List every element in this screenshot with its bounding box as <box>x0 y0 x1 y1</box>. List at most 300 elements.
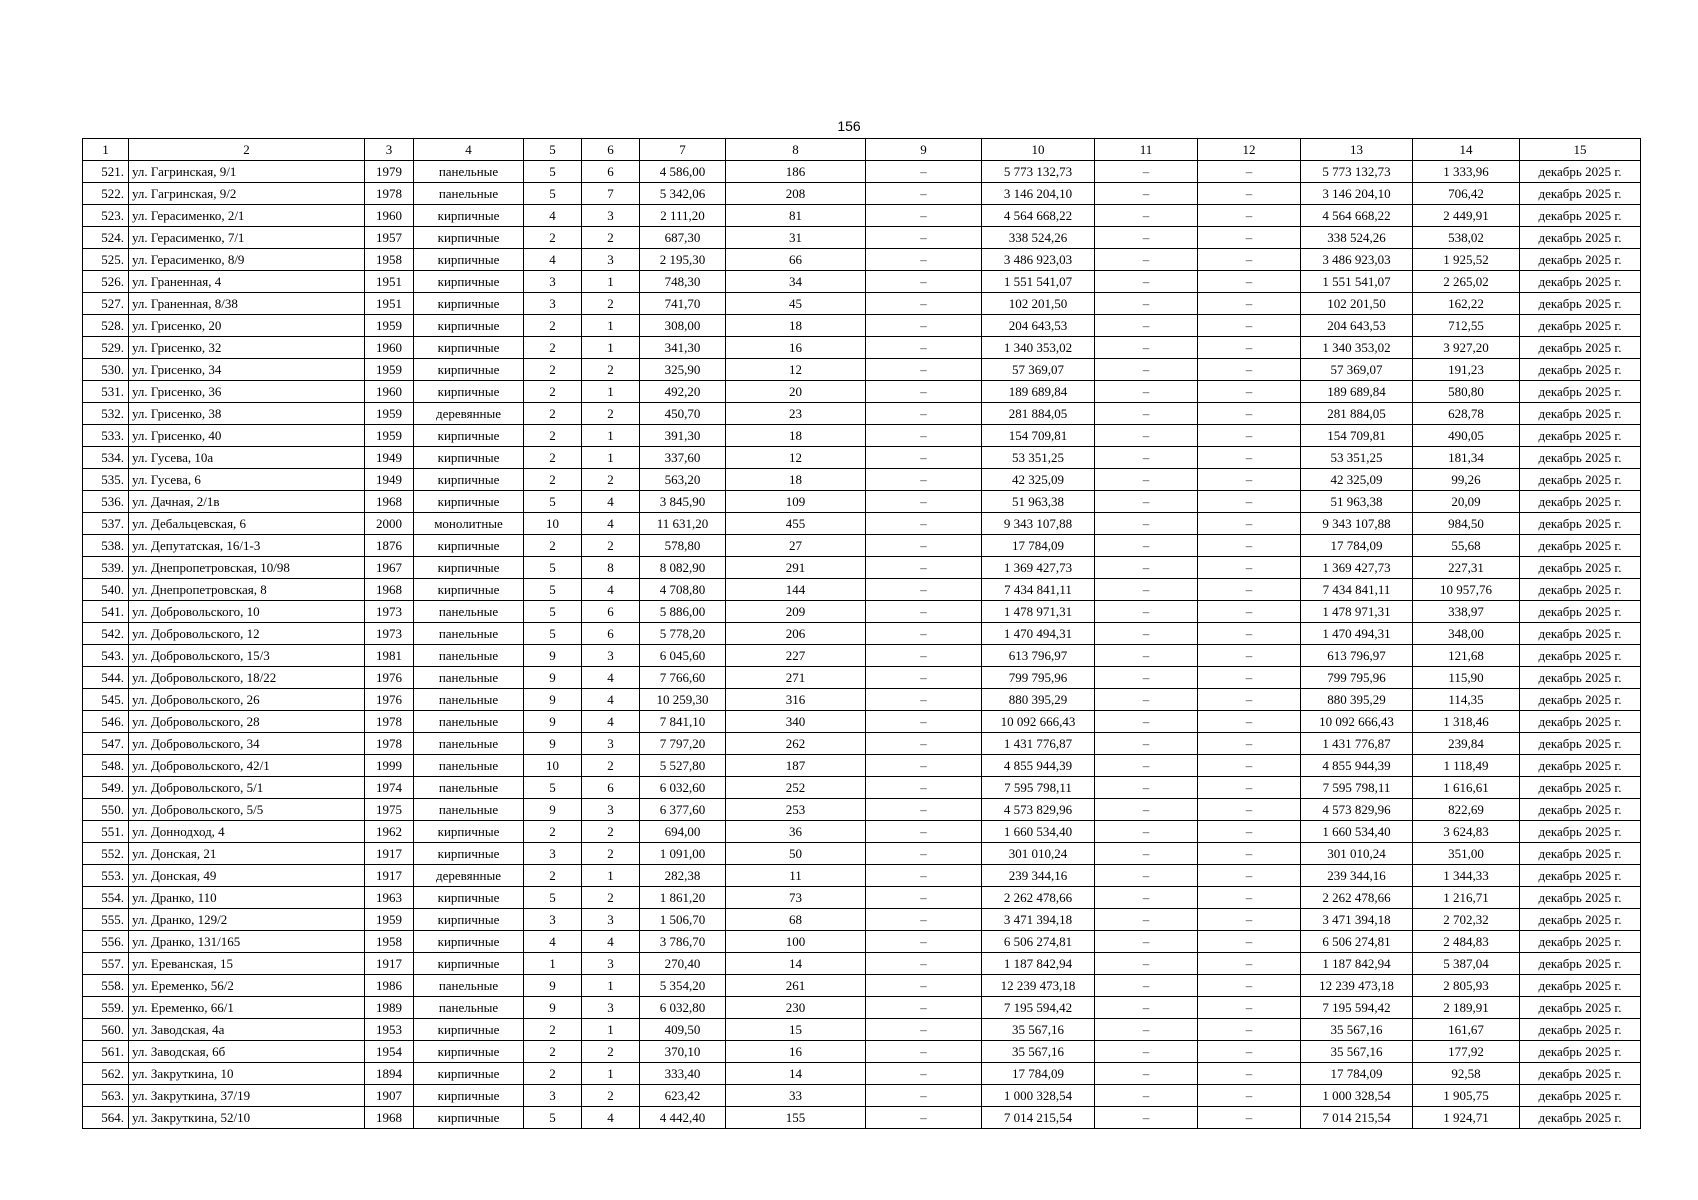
table-cell: 11 631,20 <box>640 513 726 535</box>
table-cell: ул. Добровольского, 10 <box>129 601 365 623</box>
table-cell: декабрь 2025 г. <box>1520 557 1641 579</box>
table-cell: 9 <box>524 799 582 821</box>
table-cell: 2 <box>582 1041 640 1063</box>
table-cell: – <box>866 645 982 667</box>
table-row <box>83 1085 1641 1107</box>
table-cell: 3 471 394,18 <box>982 909 1095 931</box>
table-cell: – <box>866 359 982 381</box>
table-cell: 557. <box>83 953 129 975</box>
table-cell: – <box>1198 1107 1301 1129</box>
table-cell: 1 905,75 <box>1413 1085 1520 1107</box>
table-row <box>83 1019 1641 1041</box>
table-cell: 1978 <box>365 733 414 755</box>
table-cell: – <box>1095 1063 1198 1085</box>
table-cell: – <box>866 843 982 865</box>
table-cell: 1 333,96 <box>1413 161 1520 183</box>
table-cell: 1917 <box>365 953 414 975</box>
table-row <box>83 359 1641 381</box>
table-cell: 42 325,09 <box>1301 469 1413 491</box>
table-cell: – <box>1198 183 1301 205</box>
table-cell: – <box>1198 249 1301 271</box>
table-cell: 51 963,38 <box>1301 491 1413 513</box>
table-cell: 227,31 <box>1413 557 1520 579</box>
table-body <box>83 161 1641 1129</box>
table-cell: 1 551 541,07 <box>982 271 1095 293</box>
table-cell: 281 884,05 <box>1301 403 1413 425</box>
table-cell: 521. <box>83 161 129 183</box>
table-row <box>83 1063 1641 1085</box>
table-cell: ул. Добровольского, 15/3 <box>129 645 365 667</box>
table-row <box>83 271 1641 293</box>
table-cell: 1 <box>582 381 640 403</box>
table-cell: 9 343 107,88 <box>982 513 1095 535</box>
table-cell: 10 092 666,43 <box>1301 711 1413 733</box>
table-cell: 5 778,20 <box>640 623 726 645</box>
table-cell: декабрь 2025 г. <box>1520 469 1641 491</box>
table-cell: – <box>866 447 982 469</box>
table-cell: 2 111,20 <box>640 205 726 227</box>
table-cell: – <box>866 535 982 557</box>
table-cell: – <box>1095 623 1198 645</box>
table-cell: ул. Добровольского, 26 <box>129 689 365 711</box>
table-cell: – <box>1198 931 1301 953</box>
table-row <box>83 535 1641 557</box>
table-cell: 4 <box>582 491 640 513</box>
table-cell: декабрь 2025 г. <box>1520 161 1641 183</box>
table-cell: декабрь 2025 г. <box>1520 359 1641 381</box>
table-cell: 16 <box>726 337 866 359</box>
table-cell: ул. Герасименко, 2/1 <box>129 205 365 227</box>
table-cell: 20 <box>726 381 866 403</box>
table-cell: декабрь 2025 г. <box>1520 1063 1641 1085</box>
table-cell: кирпичные <box>414 821 524 843</box>
table-cell: – <box>1198 1041 1301 1063</box>
table-cell: декабрь 2025 г. <box>1520 227 1641 249</box>
table-cell: 7 014 215,54 <box>1301 1107 1413 1129</box>
table-cell: – <box>1095 491 1198 513</box>
table-cell: декабрь 2025 г. <box>1520 1041 1641 1063</box>
table-cell: 2 265,02 <box>1413 271 1520 293</box>
column-header: 8 <box>726 139 866 161</box>
table-cell: кирпичные <box>414 1107 524 1129</box>
table-cell: кирпичные <box>414 1041 524 1063</box>
table-cell: 338 524,26 <box>1301 227 1413 249</box>
table-cell: – <box>1198 777 1301 799</box>
table-row <box>83 425 1641 447</box>
table-cell: декабрь 2025 г. <box>1520 843 1641 865</box>
table-cell: 687,30 <box>640 227 726 249</box>
table-cell: ул. Донская, 49 <box>129 865 365 887</box>
table-cell: – <box>866 381 982 403</box>
table-cell: – <box>1198 557 1301 579</box>
table-cell: 18 <box>726 315 866 337</box>
table-cell: 9 <box>524 997 582 1019</box>
table-row <box>83 1041 1641 1063</box>
table-cell: 51 963,38 <box>982 491 1095 513</box>
table-cell: 4 <box>582 1107 640 1129</box>
column-header: 2 <box>129 139 365 161</box>
table-cell: ул. Дранко, 129/2 <box>129 909 365 931</box>
table-cell: 2 <box>582 755 640 777</box>
table-cell: 9 <box>524 645 582 667</box>
table-cell: – <box>1095 667 1198 689</box>
table-cell: – <box>1095 227 1198 249</box>
table-cell: ул. Закруткина, 37/19 <box>129 1085 365 1107</box>
table-cell: – <box>1198 645 1301 667</box>
table-cell: кирпичные <box>414 931 524 953</box>
column-header: 14 <box>1413 139 1520 161</box>
table-cell: 333,40 <box>640 1063 726 1085</box>
table-cell: ул. Ереванская, 15 <box>129 953 365 975</box>
table-cell: – <box>1198 601 1301 623</box>
table-cell: 2 <box>582 403 640 425</box>
column-header: 6 <box>582 139 640 161</box>
table-row <box>83 689 1641 711</box>
table-cell: 282,38 <box>640 865 726 887</box>
table-cell: 1 478 971,31 <box>1301 601 1413 623</box>
table-cell: ул. Дранко, 131/165 <box>129 931 365 953</box>
table-cell: 4 442,40 <box>640 1107 726 1129</box>
table-cell: 748,30 <box>640 271 726 293</box>
table-cell: 3 <box>524 843 582 865</box>
table-cell: 9 <box>524 689 582 711</box>
table-cell: – <box>1095 887 1198 909</box>
table-cell: – <box>1198 799 1301 821</box>
table-cell: – <box>866 1085 982 1107</box>
table-cell: – <box>1198 909 1301 931</box>
table-cell: 9 343 107,88 <box>1301 513 1413 535</box>
table-cell: 3 624,83 <box>1413 821 1520 843</box>
table-cell: декабрь 2025 г. <box>1520 271 1641 293</box>
table-cell: 5 <box>524 491 582 513</box>
table-cell: 1978 <box>365 711 414 733</box>
table-cell: – <box>1095 645 1198 667</box>
table-cell: – <box>1198 447 1301 469</box>
table-cell: 17 784,09 <box>982 535 1095 557</box>
table-cell: 2 <box>582 227 640 249</box>
table-cell: 115,90 <box>1413 667 1520 689</box>
table-cell: – <box>1198 469 1301 491</box>
table-cell: 3 <box>582 645 640 667</box>
table-cell: – <box>866 315 982 337</box>
table-cell: 12 239 473,18 <box>982 975 1095 997</box>
table-cell: 552. <box>83 843 129 865</box>
table-cell: 4 <box>582 513 640 535</box>
table-cell: – <box>1198 755 1301 777</box>
table-cell: 1957 <box>365 227 414 249</box>
table-cell: 1968 <box>365 491 414 513</box>
table-cell: 561. <box>83 1041 129 1063</box>
table-cell: 7 797,20 <box>640 733 726 755</box>
table-row <box>83 975 1641 997</box>
table-cell: ул. Днепропетровская, 10/98 <box>129 557 365 579</box>
table-cell: 18 <box>726 469 866 491</box>
table-row <box>83 227 1641 249</box>
table-cell: 341,30 <box>640 337 726 359</box>
table-cell: 186 <box>726 161 866 183</box>
table-cell: – <box>1198 733 1301 755</box>
table-cell: декабрь 2025 г. <box>1520 1085 1641 1107</box>
table-cell: 1 340 353,02 <box>1301 337 1413 359</box>
table-row <box>83 293 1641 315</box>
table-cell: 543. <box>83 645 129 667</box>
column-header: 1 <box>83 139 129 161</box>
table-cell: 6 045,60 <box>640 645 726 667</box>
table-cell: 2 <box>524 337 582 359</box>
table-cell: 7 014 215,54 <box>982 1107 1095 1129</box>
table-row <box>83 337 1641 359</box>
table-cell: 1954 <box>365 1041 414 1063</box>
table-cell: 523. <box>83 205 129 227</box>
table-cell: 563. <box>83 1085 129 1107</box>
table-cell: декабрь 2025 г. <box>1520 315 1641 337</box>
table-cell: ул. Граненная, 8/38 <box>129 293 365 315</box>
table-cell: 1958 <box>365 931 414 953</box>
table-cell: 177,92 <box>1413 1041 1520 1063</box>
table-cell: 2 <box>582 843 640 865</box>
table-cell: 409,50 <box>640 1019 726 1041</box>
table-cell: 1960 <box>365 205 414 227</box>
table-cell: 5 <box>524 183 582 205</box>
table-cell: 4 <box>582 689 640 711</box>
table-cell: – <box>866 293 982 315</box>
table-cell: 6 <box>582 623 640 645</box>
table-row <box>83 601 1641 623</box>
table-cell: 1 616,61 <box>1413 777 1520 799</box>
table-cell: – <box>866 623 982 645</box>
table-cell: 1 924,71 <box>1413 1107 1520 1129</box>
table-cell: 799 795,96 <box>982 667 1095 689</box>
table-cell: 1967 <box>365 557 414 579</box>
table-cell: панельные <box>414 161 524 183</box>
table-cell: – <box>1095 975 1198 997</box>
table-cell: 560. <box>83 1019 129 1041</box>
table-cell: 3 <box>524 1085 582 1107</box>
table-cell: 144 <box>726 579 866 601</box>
table-cell: кирпичные <box>414 557 524 579</box>
table-cell: 1917 <box>365 843 414 865</box>
table-cell: 5 <box>524 557 582 579</box>
table-cell: 5 354,20 <box>640 975 726 997</box>
table-cell: 4 855 944,39 <box>1301 755 1413 777</box>
table-cell: 204 643,53 <box>1301 315 1413 337</box>
table-cell: – <box>866 975 982 997</box>
table-cell: – <box>866 183 982 205</box>
table-cell: 538,02 <box>1413 227 1520 249</box>
table-cell: – <box>866 601 982 623</box>
table-cell: 1 925,52 <box>1413 249 1520 271</box>
table-cell: 578,80 <box>640 535 726 557</box>
table-row <box>83 799 1641 821</box>
table-cell: кирпичные <box>414 887 524 909</box>
table-cell: – <box>866 205 982 227</box>
table-cell: 1960 <box>365 381 414 403</box>
table-cell: – <box>1198 843 1301 865</box>
table-cell: 4 573 829,96 <box>1301 799 1413 821</box>
table-cell: – <box>1198 667 1301 689</box>
table-cell: 2 <box>582 887 640 909</box>
table-cell: декабрь 2025 г. <box>1520 601 1641 623</box>
column-header: 12 <box>1198 139 1301 161</box>
table-cell: панельные <box>414 667 524 689</box>
table-cell: панельные <box>414 601 524 623</box>
table-cell: панельные <box>414 755 524 777</box>
table-cell: ул. Герасименко, 7/1 <box>129 227 365 249</box>
table-cell: декабрь 2025 г. <box>1520 513 1641 535</box>
column-header: 4 <box>414 139 524 161</box>
table-cell: – <box>866 733 982 755</box>
table-cell: 308,00 <box>640 315 726 337</box>
table-cell: 301 010,24 <box>982 843 1095 865</box>
table-cell: 114,35 <box>1413 689 1520 711</box>
table-cell: 92,58 <box>1413 1063 1520 1085</box>
table-cell: 541. <box>83 601 129 623</box>
table-cell: 301 010,24 <box>1301 843 1413 865</box>
table-cell: деревянные <box>414 403 524 425</box>
table-cell: 613 796,97 <box>1301 645 1413 667</box>
table-cell: 12 239 473,18 <box>1301 975 1413 997</box>
table-cell: декабрь 2025 г. <box>1520 799 1641 821</box>
table-cell: кирпичные <box>414 425 524 447</box>
table-cell: кирпичные <box>414 491 524 513</box>
table-cell: 2 <box>524 865 582 887</box>
table-cell: – <box>866 1107 982 1129</box>
table-cell: 154 709,81 <box>1301 425 1413 447</box>
table-cell: – <box>1095 909 1198 931</box>
table-cell: – <box>1198 271 1301 293</box>
table-cell: 2 <box>524 1063 582 1085</box>
table-cell: ул. Добровольского, 18/22 <box>129 667 365 689</box>
table-cell: декабрь 2025 г. <box>1520 1019 1641 1041</box>
table-cell: 880 395,29 <box>1301 689 1413 711</box>
table-cell: деревянные <box>414 865 524 887</box>
table-cell: – <box>1095 513 1198 535</box>
table-cell: ул. Закруткина, 52/10 <box>129 1107 365 1129</box>
table-cell: кирпичные <box>414 447 524 469</box>
table-cell: 548. <box>83 755 129 777</box>
table-cell: 1968 <box>365 579 414 601</box>
table-cell: 1 340 353,02 <box>982 337 1095 359</box>
table-cell: декабрь 2025 г. <box>1520 931 1641 953</box>
table-cell: – <box>1095 161 1198 183</box>
table-cell: кирпичные <box>414 337 524 359</box>
table-cell: 7 841,10 <box>640 711 726 733</box>
table-cell: 5 <box>524 579 582 601</box>
table-cell: 706,42 <box>1413 183 1520 205</box>
table-cell: панельные <box>414 777 524 799</box>
table-cell: 10 <box>524 513 582 535</box>
table-cell: 531. <box>83 381 129 403</box>
table-cell: 9 <box>524 975 582 997</box>
table-cell: ул. Гусева, 10а <box>129 447 365 469</box>
table-cell: ул. Заводская, 6б <box>129 1041 365 1063</box>
table-cell: ул. Закруткина, 10 <box>129 1063 365 1085</box>
table-cell: – <box>866 557 982 579</box>
table-cell: – <box>1095 1019 1198 1041</box>
table-cell: 189 689,84 <box>982 381 1095 403</box>
table-cell: 1986 <box>365 975 414 997</box>
table-cell: 6 506 274,81 <box>1301 931 1413 953</box>
table-cell: 5 342,06 <box>640 183 726 205</box>
table-cell: 3 <box>582 909 640 931</box>
table-cell: 1876 <box>365 535 414 557</box>
table-cell: – <box>1198 491 1301 513</box>
table-cell: декабрь 2025 г. <box>1520 821 1641 843</box>
table-cell: 1949 <box>365 447 414 469</box>
table-cell: 9 <box>524 667 582 689</box>
table-cell: 33 <box>726 1085 866 1107</box>
table-cell: 1 216,71 <box>1413 887 1520 909</box>
table-cell: 527. <box>83 293 129 315</box>
table-cell: ул. Днепропетровская, 8 <box>129 579 365 601</box>
table-cell: 1 <box>582 447 640 469</box>
table-cell: 4 <box>524 931 582 953</box>
table-cell: кирпичные <box>414 249 524 271</box>
table-cell: 2 <box>582 293 640 315</box>
table-row <box>83 821 1641 843</box>
table-cell: 533. <box>83 425 129 447</box>
table-cell: 9 <box>524 711 582 733</box>
table-row <box>83 843 1641 865</box>
table-cell: 2 <box>524 227 582 249</box>
table-cell: 556. <box>83 931 129 953</box>
table-cell: 1968 <box>365 1107 414 1129</box>
table-cell: 370,10 <box>640 1041 726 1063</box>
table-cell: 4 564 668,22 <box>1301 205 1413 227</box>
table-cell: 4 <box>582 931 640 953</box>
table-cell: кирпичные <box>414 843 524 865</box>
table-cell: 227 <box>726 645 866 667</box>
table-cell: 7 <box>582 183 640 205</box>
table-cell: 537. <box>83 513 129 535</box>
table-cell: – <box>1095 777 1198 799</box>
table-cell: панельные <box>414 799 524 821</box>
table-cell: 558. <box>83 975 129 997</box>
table-cell: – <box>866 1019 982 1041</box>
table-cell: декабрь 2025 г. <box>1520 711 1641 733</box>
table-cell: 4 855 944,39 <box>982 755 1095 777</box>
table-row <box>83 403 1641 425</box>
table-cell: – <box>866 1063 982 1085</box>
table-cell: ул. Грисенко, 20 <box>129 315 365 337</box>
table-cell: 181,34 <box>1413 447 1520 469</box>
table-cell: 4 586,00 <box>640 161 726 183</box>
table-cell: – <box>866 865 982 887</box>
table-cell: декабрь 2025 г. <box>1520 689 1641 711</box>
table-cell: ул. Донская, 21 <box>129 843 365 865</box>
table-cell: – <box>866 337 982 359</box>
table-cell: 1917 <box>365 865 414 887</box>
table-cell: – <box>1198 821 1301 843</box>
table-cell: 17 784,09 <box>982 1063 1095 1085</box>
table-cell: 6 032,80 <box>640 997 726 1019</box>
table-cell: 1894 <box>365 1063 414 1085</box>
table-cell: 3 927,20 <box>1413 337 1520 359</box>
table-cell: – <box>1095 381 1198 403</box>
table-cell: 4 <box>582 711 640 733</box>
table-cell: 1 187 842,94 <box>982 953 1095 975</box>
table-cell: 17 784,09 <box>1301 535 1413 557</box>
table-cell: 187 <box>726 755 866 777</box>
table-cell: – <box>1095 711 1198 733</box>
table-cell: 162,22 <box>1413 293 1520 315</box>
table-cell: 1989 <box>365 997 414 1019</box>
table-cell: 1 369 427,73 <box>1301 557 1413 579</box>
table-cell: панельные <box>414 623 524 645</box>
table-cell: 544. <box>83 667 129 689</box>
table-cell: – <box>1095 557 1198 579</box>
table-cell: декабрь 2025 г. <box>1520 491 1641 513</box>
